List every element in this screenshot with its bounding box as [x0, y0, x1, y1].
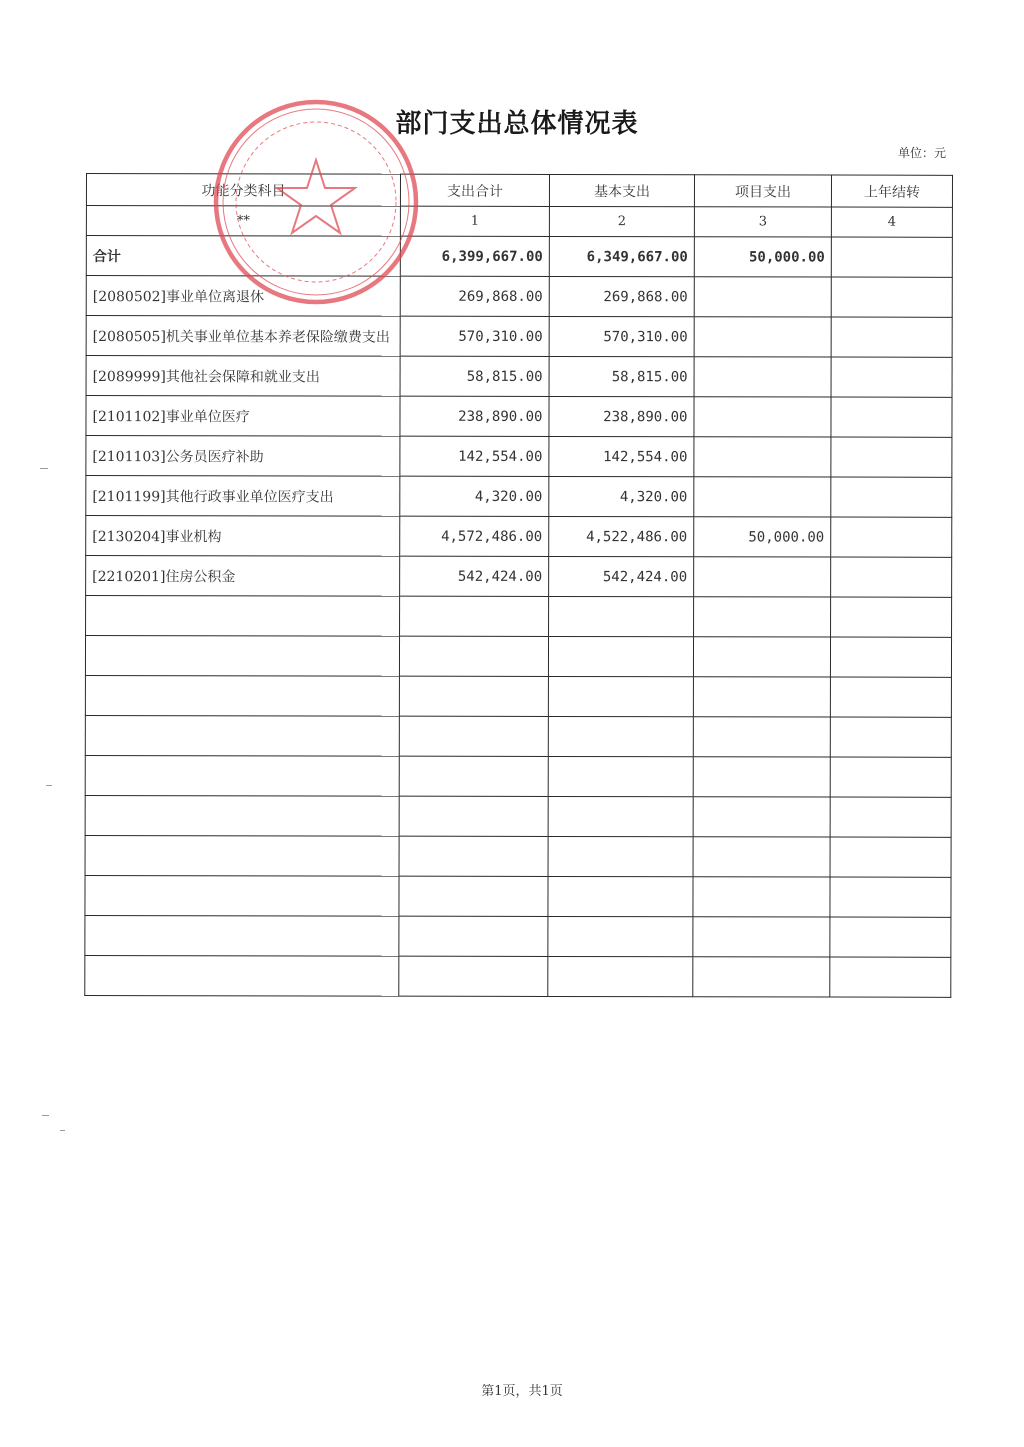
empty-cell — [86, 596, 400, 637]
subject-cell: [2080502]事业单位离退休 — [86, 276, 400, 317]
empty-cell — [830, 677, 951, 717]
empty-cell — [830, 957, 951, 997]
scan-speck — [40, 468, 48, 469]
empty-cell — [85, 675, 399, 716]
amount-cell: 269,868.00 — [549, 276, 694, 316]
empty-cell — [830, 877, 951, 917]
subject-cell: 合计 — [86, 236, 400, 277]
empty-cell — [85, 795, 399, 836]
blank-row — [85, 795, 951, 837]
amount-cell: 4,522,486.00 — [549, 516, 694, 556]
empty-cell — [693, 677, 830, 717]
expenditure-table — [84, 173, 953, 998]
amount-cell — [831, 517, 952, 557]
table-row — [86, 516, 952, 558]
empty-cell — [693, 877, 830, 917]
empty-cell — [693, 757, 830, 797]
empty-cell — [399, 916, 548, 956]
amount-cell: 6,349,667.00 — [549, 236, 694, 276]
empty-cell — [548, 716, 693, 756]
amount-cell: 269,868.00 — [400, 276, 549, 316]
empty-cell — [694, 597, 831, 637]
amount-cell: 50,000.00 — [694, 517, 831, 557]
amount-cell: 142,554.00 — [549, 436, 694, 476]
amount-cell — [831, 397, 952, 437]
amount-cell — [694, 557, 831, 597]
empty-cell — [548, 676, 693, 716]
blank-row — [85, 915, 951, 957]
empty-cell — [830, 717, 951, 757]
empty-cell — [830, 637, 951, 677]
header-cell: 支出合计 — [400, 174, 549, 206]
index-cell: 3 — [694, 207, 831, 237]
index-cell: 4 — [831, 207, 952, 237]
subject-cell: [2089999]其他社会保障和就业支出 — [86, 356, 400, 397]
index-row — [86, 206, 952, 238]
unit-label: 单位：元 — [897, 146, 946, 160]
table-row — [86, 396, 952, 438]
index-cell: ** — [86, 206, 400, 237]
empty-cell — [830, 757, 951, 797]
header-cell: 基本支出 — [549, 174, 694, 206]
empty-cell — [693, 717, 830, 757]
amount-cell: 4,320.00 — [400, 476, 549, 516]
amount-cell — [694, 477, 831, 517]
amount-cell: 238,890.00 — [400, 396, 549, 436]
table-body — [85, 174, 953, 998]
blank-row — [85, 715, 951, 757]
table-row — [86, 436, 952, 478]
subject-cell: [2210201]住房公积金 — [86, 556, 400, 597]
blank-row — [85, 955, 951, 997]
empty-cell — [399, 796, 548, 836]
amount-cell — [831, 477, 952, 517]
amount-cell — [831, 437, 952, 477]
empty-cell — [831, 597, 952, 637]
amount-cell: 542,424.00 — [549, 556, 694, 596]
amount-cell: 570,310.00 — [549, 316, 694, 356]
empty-cell — [693, 957, 830, 997]
subject-cell: [2130204]事业机构 — [86, 516, 400, 557]
scan-speck — [46, 785, 52, 786]
empty-cell — [548, 916, 693, 956]
scan-speck — [60, 1130, 65, 1131]
blank-row — [86, 596, 952, 638]
subject-cell: [2101199]其他行政事业单位医疗支出 — [86, 476, 400, 517]
amount-cell: 542,424.00 — [400, 556, 549, 596]
empty-cell — [693, 637, 830, 677]
empty-cell — [399, 636, 548, 676]
empty-cell — [399, 956, 548, 996]
blank-row — [85, 835, 951, 877]
blank-row — [85, 875, 951, 917]
blank-row — [85, 636, 951, 678]
amount-cell: 58,815.00 — [400, 356, 549, 396]
empty-cell — [693, 797, 830, 837]
header-row — [86, 174, 952, 208]
empty-cell — [399, 756, 548, 796]
page-title: 部门支出总体情况表 — [395, 109, 639, 139]
blank-row — [85, 675, 951, 717]
empty-cell — [399, 876, 548, 916]
empty-cell — [85, 715, 399, 756]
empty-cell — [548, 836, 693, 876]
header-cell: 功能分类科目 — [86, 174, 400, 207]
scan-speck — [42, 1115, 49, 1116]
amount-cell: 4,572,486.00 — [400, 516, 549, 556]
blank-row — [85, 755, 951, 797]
amount-cell — [831, 357, 952, 397]
empty-cell — [548, 636, 693, 676]
table-row — [86, 476, 952, 518]
amount-cell — [694, 357, 831, 397]
amount-cell: 58,815.00 — [549, 356, 694, 396]
empty-cell — [830, 837, 951, 877]
amount-cell — [831, 557, 952, 597]
table-row — [86, 316, 952, 358]
amount-cell — [694, 317, 831, 357]
empty-cell — [399, 836, 548, 876]
subject-cell: [2101103]公务员医疗补助 — [86, 436, 400, 477]
index-cell: 1 — [400, 206, 549, 236]
amount-cell — [831, 237, 952, 277]
amount-cell — [831, 277, 952, 317]
empty-cell — [85, 835, 399, 876]
table-row — [86, 356, 952, 398]
empty-cell — [399, 716, 548, 756]
empty-cell — [549, 596, 694, 636]
amount-cell: 238,890.00 — [549, 396, 694, 436]
total-row — [86, 236, 952, 278]
table-row — [86, 556, 952, 598]
empty-cell — [548, 956, 693, 996]
empty-cell — [693, 917, 830, 957]
amount-cell: 50,000.00 — [694, 237, 831, 277]
index-cell: 2 — [549, 206, 694, 236]
empty-cell — [548, 796, 693, 836]
empty-cell — [85, 636, 399, 677]
subject-cell: [2080505]机关事业单位基本养老保险缴费支出 — [86, 316, 400, 357]
empty-cell — [400, 596, 549, 636]
subject-cell: [2101102]事业单位医疗 — [86, 396, 400, 437]
empty-cell — [830, 797, 951, 837]
amount-cell: 142,554.00 — [400, 436, 549, 476]
amount-cell — [831, 317, 952, 357]
empty-cell — [830, 917, 951, 957]
amount-cell — [694, 397, 831, 437]
amount-cell: 6,399,667.00 — [400, 236, 549, 276]
empty-cell — [85, 755, 399, 796]
empty-cell — [85, 955, 399, 996]
header-cell: 上年结转 — [831, 175, 952, 207]
empty-cell — [85, 875, 399, 916]
header-cell: 项目支出 — [694, 175, 831, 207]
amount-cell — [694, 277, 831, 317]
empty-cell — [548, 876, 693, 916]
empty-cell — [693, 837, 830, 877]
empty-cell — [548, 756, 693, 796]
amount-cell — [694, 437, 831, 477]
empty-cell — [399, 676, 548, 716]
empty-cell — [85, 915, 399, 956]
amount-cell: 4,320.00 — [549, 476, 694, 516]
amount-cell: 570,310.00 — [400, 316, 549, 356]
table-row — [86, 276, 952, 318]
page-footer: 第1页，共1页 — [481, 1384, 563, 1399]
